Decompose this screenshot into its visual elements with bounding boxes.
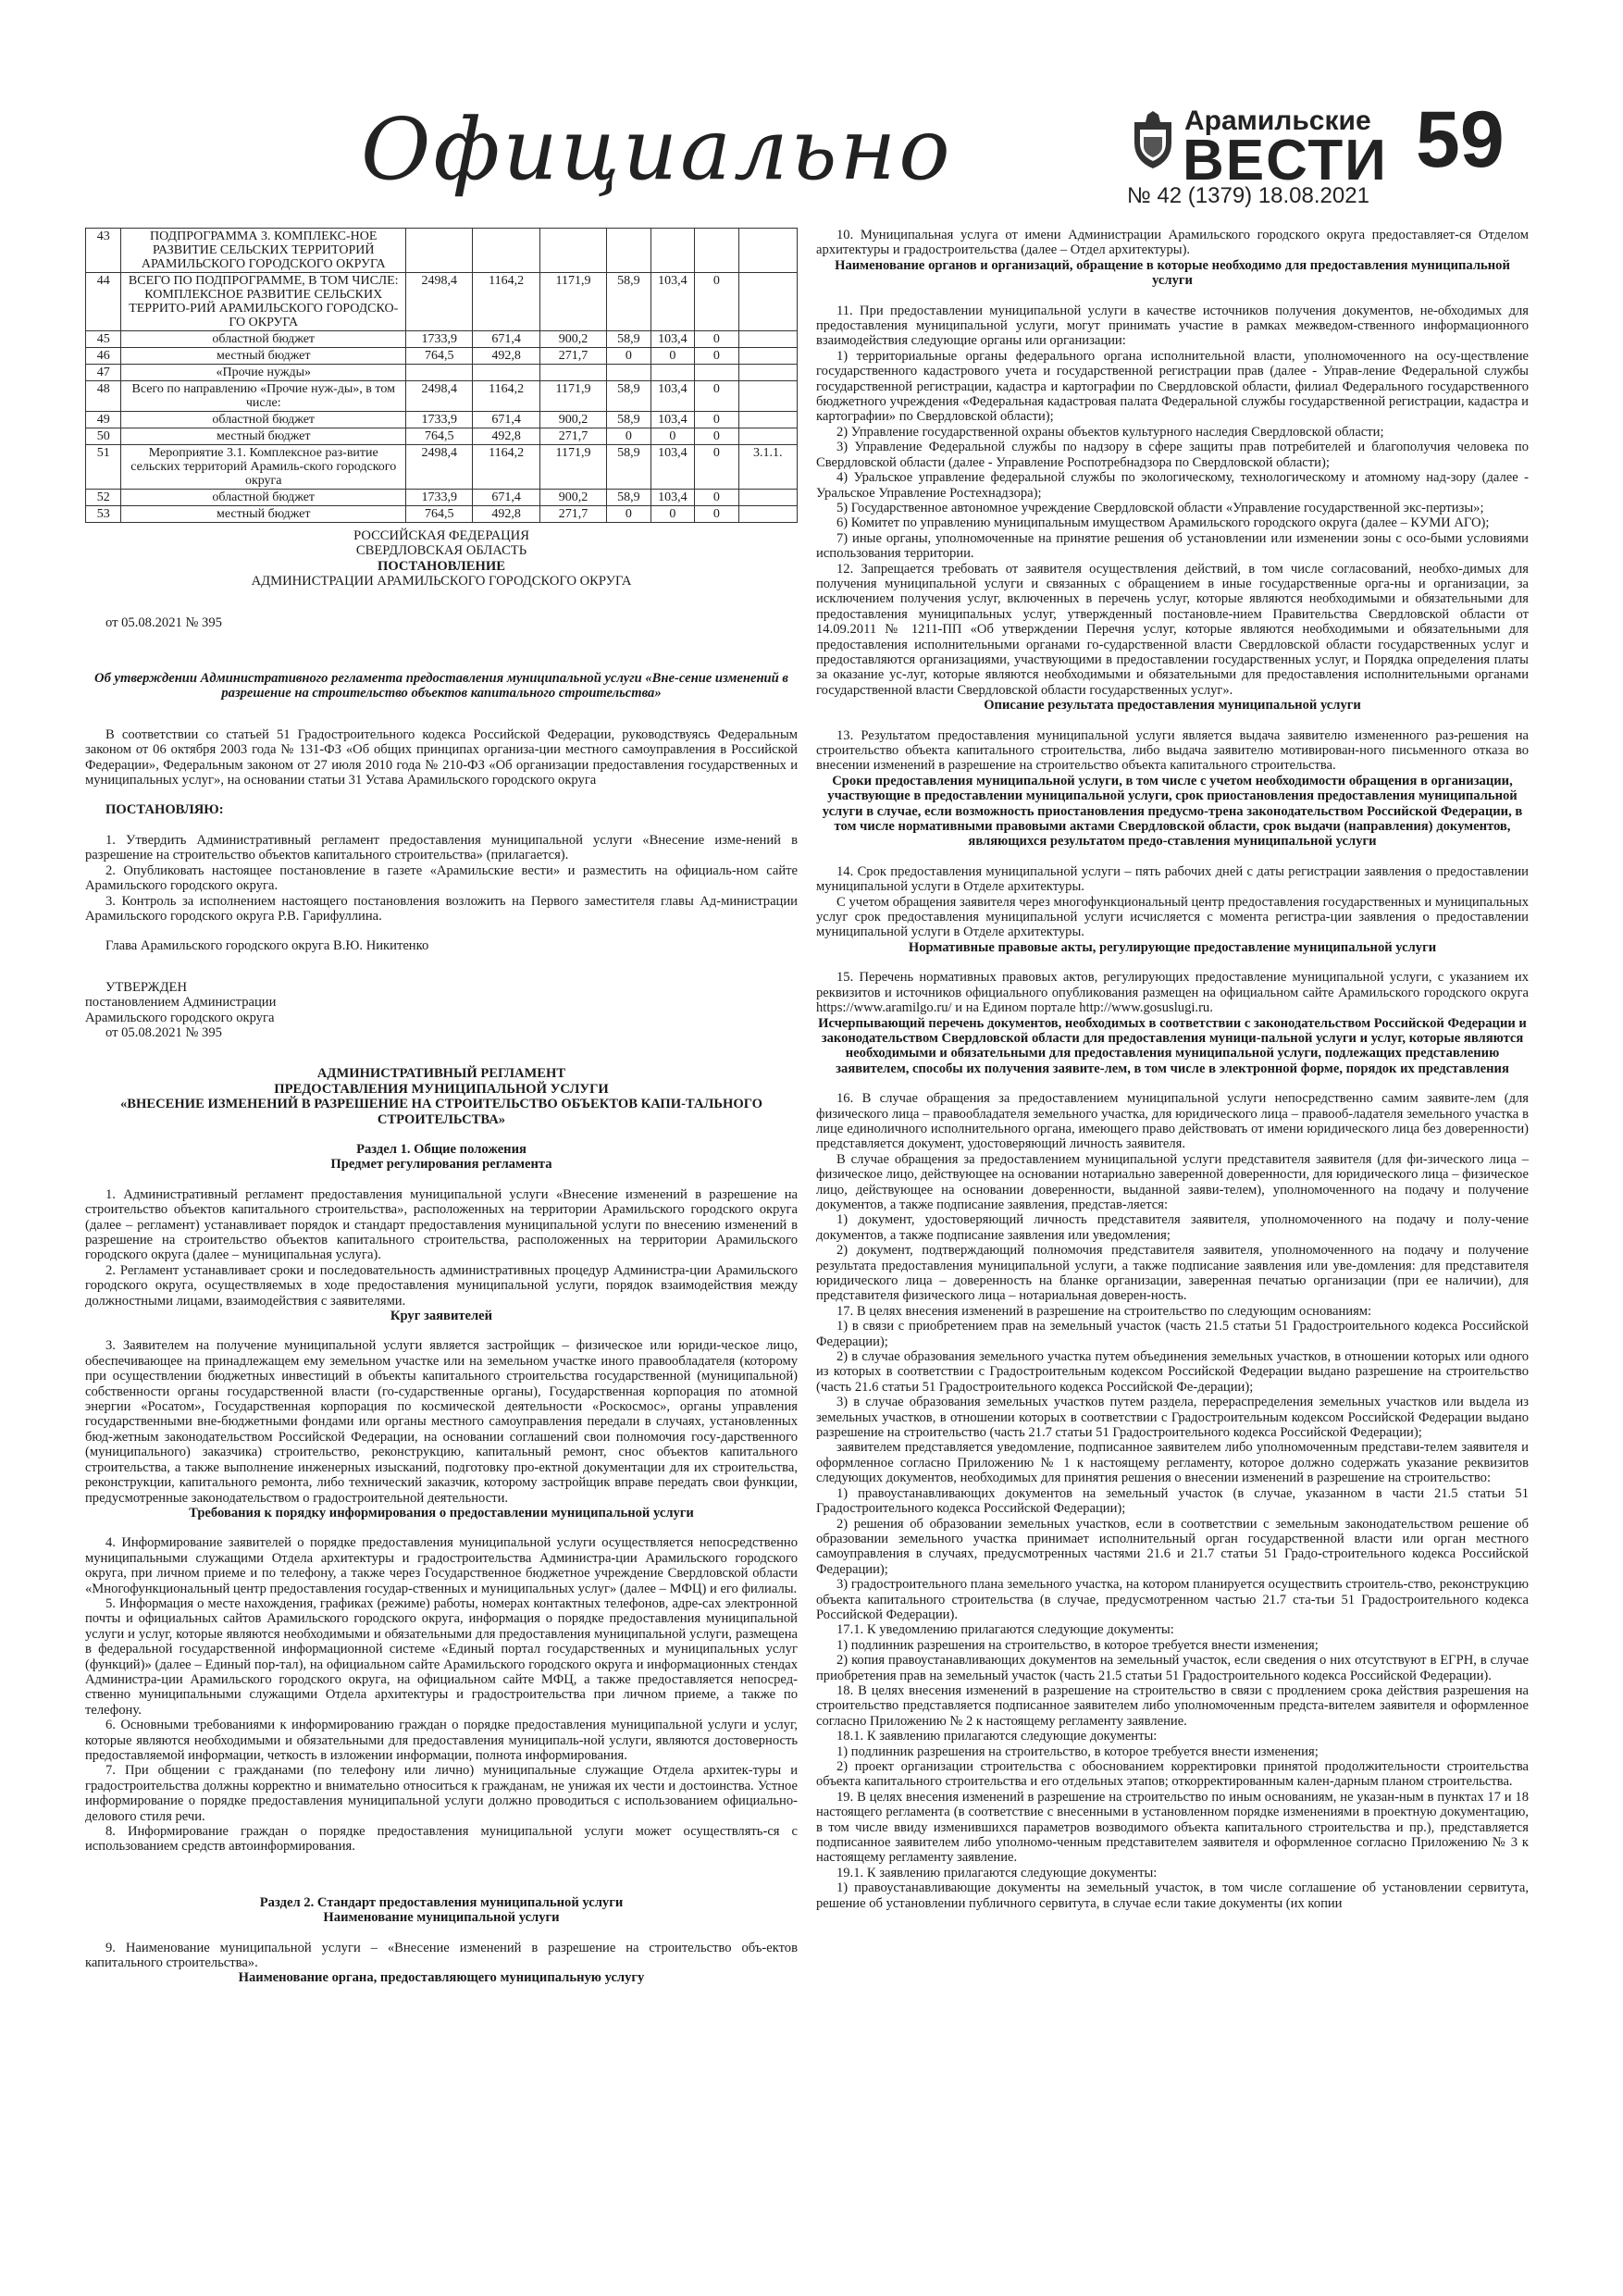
approved-label: УТВЕРЖДЕН	[105, 979, 187, 995]
regulation-title: «ВНЕСЕНИЕ ИЗМЕНЕНИЙ В РАЗРЕШЕНИЕ НА СТРОИТЕЛЬСТВО ОБЪЕКТОВ КАПИ-ТАЛЬНОГО СТРОИТЕЛЬСТВА»	[120, 1097, 762, 1127]
table-cell-v4	[607, 229, 650, 273]
paragraph: заявителем представляется уведомление, подписанное заявителем либо уполномоченным представи-телем заявителя и оформленное согласно Приложению № 1 к настоящему регламенту, которое должно содержать указание реквизитов следующих документов, необходимых для принятия решения о внесении изменений в разрешение на строительство:	[816, 1440, 1529, 1486]
section-subheading: Описание результата предоставления муниципальной услуги	[984, 698, 1361, 714]
table-cell-extra	[738, 331, 797, 348]
table-cell-v2: 1164,2	[473, 381, 539, 412]
table-cell-v5: 0	[650, 506, 694, 523]
list-item: 2) решения об образовании земельных участков, если в соответствии с земельным законодательством решение об образовании земельного участка принимает исполнительный орган государственной власти или орган местного самоуправления в случаях, предусмотренных частями 21.6 и 21.7 статьи 51 Градо-строительного кодекса Российской Федерации);	[816, 1516, 1529, 1577]
left-column	[85, 228, 798, 1986]
logo-big-text: ВЕСТИ	[1183, 129, 1388, 192]
list-item: 3) градостроительного плана земельного участка, на котором планируется осуществить строитель-ство, реконструкцию объекта капитального строительства (в случае, предусмотренном частью 21.7 ста-тьи 51 Градостроительного кодекса Российской Федерации).	[816, 1577, 1529, 1622]
table-cell-v6: 0	[695, 428, 738, 445]
paragraph: 1. Административный регламент предоставления муниципальной услуги «Внесение изменений в разрешение на строительство объектов капитального строительства», расположенных на территории Арамильского городского округа (далее – регламент) устанавливает порядок и стандарт предоставления муниципальной услуги по внесению изменений в разрешение на строительство объектов капитального строительства, расположенных на территории Арамильского городского округа (далее – муниципальная услуга).	[85, 1186, 798, 1263]
table-cell-v6: 0	[695, 273, 738, 331]
table-cell-v3	[539, 365, 606, 381]
table-cell-name: Мероприятие 3.1. Комплексное раз-витие сельских территорий Арамиль-ского городского округа	[121, 445, 406, 490]
table-cell-v3: 271,7	[539, 506, 606, 523]
list-item: 4) Уральское управление федеральной службы по экологическому, технологическому и атомному над-зору (далее - Уральское Управление Ростехнадзора);	[816, 470, 1529, 501]
table-cell-n: 51	[86, 445, 121, 490]
section-subheading: Наименование органа, предоставляющего муниципальную услугу	[238, 1970, 645, 1986]
table-cell-v5: 0	[650, 428, 694, 445]
table-cell-extra	[738, 490, 797, 506]
table-cell-name: местный бюджет	[121, 506, 406, 523]
section-heading: Раздел 2. Стандарт предоставления муниципальной услуги	[259, 1894, 624, 1910]
masthead	[83, 93, 1545, 222]
approved-by: Арамильского городского округа	[85, 1010, 275, 1025]
table-cell-v4: 0	[607, 428, 650, 445]
section-subheading: Предмет регулирования регламента	[330, 1157, 552, 1173]
paragraph: В случае обращения за предоставлением муниципальной услуги представителя заявителя (для фи-зического лица – физическое лицо, действующее на основании нотариально заверенной доверенности, для юридического лица – физическое лицо, действующее на основании доверенности, выданной заяви-телем), уполномоченного на подачу и получение документов, а также подписание заявления, предстaв-ляется:	[816, 1151, 1529, 1212]
paragraph: 8. Информирование граждан о порядке предоставления муниципальной услуги может осуществлять-ся с использованием средств автоинформирования.	[85, 1824, 798, 1855]
table-cell-extra	[738, 348, 797, 365]
table-cell-extra	[738, 229, 797, 273]
table-cell-v1: 1733,9	[406, 331, 473, 348]
paragraph: 10. Муниципальная услуга от имени Администрации Арамильского городского округа предоставляет-ся Отделом архитектуры и градостроительства (далее – Отдел архитектуры).	[816, 228, 1529, 258]
table-cell-v5	[650, 229, 694, 273]
list-item: 2) документ, подтверждающий полномочия представителя заявителя, уполномоченного на подачу и получение результата предоставления муниципальной услуги, а также подписание заявления или уве-домления: для представителя юридического лица – доверенность на бланке организации, заверенная печатью организации (при ее наличии), для представителя физического лица – нотариальная доверен-ность.	[816, 1243, 1529, 1304]
table-row	[86, 445, 798, 490]
paragraph: 19.1. К заявлению прилагаются следующие документы:	[836, 1865, 1158, 1880]
list-item: 1) правоустанавливающие документы на земельный участок, в том числе соглашение об установлении сервитута, решение об установлении публичного сервитута, в случае если такие документы (их копии	[816, 1880, 1529, 1911]
paragraph: 18. В целях внесения изменений в разрешение на строительство в связи с продлением срока действия разрешения на строительство представляется подписанное заявителем либо уполномоченным предста-вителем заявителя и оформленное согласно Приложению № 2 к настоящему регламенту заявление.	[816, 1682, 1529, 1729]
table-cell-n: 43	[86, 229, 121, 273]
paragraph: 9. Наименование муниципальной услуги – «Внесение изменений в разрешение на строительство объ-ектов капитального строительства».	[85, 1940, 798, 1971]
paragraph: 17.1. К уведомлению прилагаются следующие документы:	[836, 1622, 1174, 1638]
table-cell-v4: 58,9	[607, 412, 650, 428]
table-row	[86, 365, 798, 381]
table-cell-v2: 671,4	[473, 331, 539, 348]
table-cell-v2: 671,4	[473, 490, 539, 506]
table-cell-extra	[738, 273, 797, 331]
table-row	[86, 506, 798, 523]
table-cell-v2: 1164,2	[473, 445, 539, 490]
right-column	[816, 228, 1529, 1911]
section-subheading: Круг заявителей	[390, 1309, 493, 1324]
table-cell-name: местный бюджет	[121, 428, 406, 445]
table-cell-v3: 900,2	[539, 412, 606, 428]
list-item: 2) в случае образования земельного участка путем объединения земельных участков, в отношении которых или одного из которых в соответствии с Градостроительным кодексом Российской Федерации выдано разрешение на строительство (часть 21.6 статьи 51 Градостроительного кодекса Российской Фе-дерации);	[816, 1349, 1529, 1395]
approved-by: постановлением Администрации	[85, 995, 277, 1011]
table-cell-v5: 103,4	[650, 381, 694, 412]
decree-item: 3. Контроль за исполнением настоящего постановления возложить на Первого заместителя главы Ад-министрации Арамильского городского округа Р.В. Гарифуллина.	[85, 893, 798, 924]
table-cell-v1	[406, 229, 473, 273]
table-cell-v4: 58,9	[607, 381, 650, 412]
list-item: 1) правоустанавливающих документов на земельный участок (в случае, указанном в части 21.5 статьи 51 Градостроительного кодекса Российской Федерации);	[816, 1485, 1529, 1517]
table-cell-n: 49	[86, 412, 121, 428]
paragraph: 3. Заявителем на получение муниципальной услуги является застройщик – физическое или юриди-ческое лицо, обеспечивающее на принадлежащем ему земельном участке или на земельном участке иного правообладателя (которому при осуществлении бюджетных инвестиций в объекты капитального строительства государственной (муниципальной) собственности органы государственной власти (го-сударственные органы), Государственная корпорация по атомной энергии «Росатом», Государственная корпорация по космической деятельности «Роскосмос», органы управления государственными вне-бюджетными фондами или органы местного самоуправления передали в случаях, установленных бюд-жетным законодательством Российской Федерации, на основании соглашений свои полномочия госу-дарственного (муниципального) заказчика) строительство, реконструкцию, капитальный ремонт, снос объектов капитального строительства, а также выполнение инженерных изысканий, подготовку про-ектной документации для их строительства, реконструкции, капитального ремонта, либо технический заказчик, которому застройщик вправе передать свои функции, предусмотренные законодательством о градостроительной деятельности.	[85, 1338, 798, 1506]
table-cell-name: местный бюджет	[121, 348, 406, 365]
section-subheading: Наименование органов и организаций, обращение в которые необходимо для предоставления муниципальной услуги	[835, 257, 1510, 289]
table-cell-v3	[539, 229, 606, 273]
table-cell-name: областной бюджет	[121, 490, 406, 506]
table-cell-n: 46	[86, 348, 121, 365]
table-row	[86, 348, 798, 365]
section-subheading: Наименование муниципальной услуги	[323, 1910, 560, 1926]
table-cell-v6: 0	[695, 348, 738, 365]
table-cell-v3: 271,7	[539, 428, 606, 445]
logo-small-text: Арамильские	[1184, 105, 1371, 136]
table-cell-v1: 1733,9	[406, 412, 473, 428]
paragraph: 2. Регламент устанавливает сроки и последовательность административных процедур Администра-ции Арамильского городского округа, осуществляемых в ходе предоставления муниципальной услуги, порядок взаимодействия между должностными лицами, взаимодействия с заявителями.	[85, 1262, 798, 1309]
table-cell-v2	[473, 229, 539, 273]
heading-federation: РОССИЙСКАЯ ФЕДЕРАЦИЯ	[353, 528, 529, 543]
table-cell-v3: 900,2	[539, 331, 606, 348]
table-cell-v5: 103,4	[650, 490, 694, 506]
section-subheading: Нормативные правовые акты, регулирующие предоставление муниципальной услуги	[908, 939, 1437, 955]
page-number: 59	[1416, 95, 1505, 184]
table-cell-v6	[695, 365, 738, 381]
paragraph: 13. Результатом предоставления муниципальной услуги является выдача заявителю измененного раз-решения на строительство объекта капитального строительства, либо выдача заявителю мотивирован-ного письменного отказа во внесении изменений в разрешение на строительство объекта капитального строительства.	[816, 727, 1529, 774]
table-row	[86, 490, 798, 506]
table-cell-v1: 764,5	[406, 348, 473, 365]
table-cell-v4: 58,9	[607, 331, 650, 348]
issue-info: № 42 (1379) 18.08.2021	[1127, 183, 1369, 208]
table-cell-n: 53	[86, 506, 121, 523]
table-row	[86, 381, 798, 412]
list-item: 2) копия правоустанавливающих документов на земельный участок, если сведения о них отсутствуют в ЕГРН, в случае приобретения прав на земельный участок (часть 21.5 статьи 51 Градостроительного кодекса Российской Федерации).	[816, 1653, 1529, 1683]
table-cell-name: ВСЕГО ПО ПОДПРОГРАММЕ, В ТОМ ЧИСЛЕ: КОМПЛЕКСНОЕ РАЗВИТИЕ СЕЛЬСКИХ ТЕРРИТО-РИЙ АРАМИЛЬСКОГО ГОРОДСКО-ГО ОКРУГА	[121, 273, 406, 331]
decree-subject: Об утверждении Административного регламента предоставления муниципальной услуги «Вне-сение изменений в разрешение на строительство объектов капитального строительства»	[94, 671, 788, 701]
paragraph: 14. Срок предоставления муниципальной услуги – пять рабочих дней с даты регистрации заявления о предоставлении муниципальной услуги в Отделе архитектуры.	[816, 863, 1529, 895]
section-subheading: Сроки предоставления муниципальной услуги, в том числе с учетом необходимости обращения в организации, участвующие в предоставлении муниципальной услуги, срок приостановления предоставления муниципальной услуги в случае, если возможность приостановления предусмо-трена законодательством Российской Федерации, в том числе нормативными правовыми актами Свердловской области, срок выдачи (направления) документов, являющихся результатом предо-ставления муниципальной услуги	[822, 773, 1523, 850]
table-cell-v6: 0	[695, 490, 738, 506]
paragraph: 12. Запрещается требовать от заявителя осуществления действий, в том числе согласований, необхо-димых для получения муниципальной услуги и связанных с обращением в иные государственные орга-ны и организации, за исключением получения услуг, включенных в перечень услуг, которые являются необходимыми и обязательными для предоставления муниципальных услуг, утвержденный постановле-нием Правительства Свердловской области от 14.09.2011 № 1211-ПП «Об утверждении Перечня услуг, которые являются необходимыми и обязательными для предоставления исполнительными органами го-сударственной власти Свердловской области государственных услуг и предоставляются организациями, участвующими в предоставлении государственных услуг, и Порядка определения платы за оказание ус-луг, которые являются необходимыми и обязательными для предоставления исполнительными органами государственной власти Свердловской области государственных услуг».	[816, 561, 1529, 698]
section-subheading: Требования к порядку информирования о предоставлении муниципальной услуги	[189, 1505, 694, 1520]
list-item: 2) проект организации строительства с обоснованием корректировки принятой продолжительности строительства объекта капитального строительства и его отдельных этапов; откорректированным кален-дарным планом строительства.	[816, 1759, 1529, 1790]
table-cell-v3: 1171,9	[539, 381, 606, 412]
list-item: 3) в случае образования земельных участков путем раздела, перераспределения земельных участков или выдела из земельных участков, в отношении которых в соответствии с Градостроительным кодексом Российской Федерации выдано разрешение на строительство (часть 21.7 статьи 51 Градостроительного кодекса Российской Федерации);	[816, 1395, 1529, 1441]
regulation-title: ПРЕДОСТАВЛЕНИЯ МУНИЦИПАЛЬНОЙ УСЛУГИ	[274, 1081, 609, 1097]
table-cell-name: ПОДПРОГРАММА 3. КОМПЛЕКС-НОЕ РАЗВИТИЕ СЕЛЬСКИХ ТЕРРИТОРИЙ АРАМИЛЬСКОГО ГОРОДСКОГО ОКРУГА	[121, 229, 406, 273]
table-cell-v2: 492,8	[473, 428, 539, 445]
table-cell-v6: 0	[695, 331, 738, 348]
table-cell-extra	[738, 506, 797, 523]
table-cell-v4: 58,9	[607, 490, 650, 506]
paragraph: 4. Информирование заявителей о порядке предоставления муниципальной услуги осуществляется непосредственно муниципальными служащими Отдела архитектуры и градостроительства Администра-ции Арамильского городского округа, при личном приеме и по телефону, а также через Государственное бюджетное учреждение Свердловской области «Многофункциональный центр предоставления государ-ственных и муниципальных услуг» (далее – МФЦ) и его филиалы.	[85, 1535, 798, 1596]
regulation-title: АДМИНИСТРАТИВНЫЙ РЕГЛАМЕНТ	[316, 1066, 566, 1082]
table-cell-v1: 2498,4	[406, 445, 473, 490]
paragraph: 16. В случае обращения за предоставлением муниципальной услуги непосредственно самим заявите-лем (для физического лица – правообладателя земельного участка, для юридического лица – правооб-ладателя земельного участка в лице единоличного исполнительного органа, имеющего право действовать от имени юридического лица без доверенности) представляется документ, удостоверяющий личность заявителя.	[816, 1091, 1529, 1152]
list-item: 5) Государственное автономное учреждение Свердловской области «Управление государственной экс-пертизы»;	[836, 500, 1484, 515]
list-item: 1) территориальные органы федерального органа исполнительной власти, уполномоченного на осу-ществление государственного кадастрового учета и государственной регистрации прав (далее - Управ-ление Федеральной службы государственной регистрации, кадастра и картографии по Свердловской области, филиал Федерального государственного бюджетного учреждения «Федеральная кадастровая палата Федеральной службы государственной регистрации, кадастра и картографии» по Свердловской области);	[816, 348, 1529, 425]
signature: Глава Арамильского городского округа В.Ю. Никитенко	[105, 938, 429, 954]
table-row	[86, 273, 798, 331]
table-cell-v5: 103,4	[650, 273, 694, 331]
table-cell-n: 48	[86, 381, 121, 412]
table-cell-v6: 0	[695, 506, 738, 523]
table-cell-v2: 1164,2	[473, 273, 539, 331]
approved-date: от 05.08.2021 № 395	[105, 1024, 222, 1040]
table-cell-v1: 2498,4	[406, 273, 473, 331]
list-item: 1) подлинник разрешения на строительство, в которое требуется внести изменения;	[836, 1744, 1319, 1759]
paragraph: 5. Информация о месте нахождения, графиках (режиме) работы, номерах контактных телефонов, адре-сах электронной почты и официальных сайтов Арамильского городского округа, информация о порядке предоставления муниципальной услуги и услуг, которые являются необходимыми и обязательными для предоставления муниципальной услуги, размещена в федеральной государственной информационной системе «Единый портал государственных и муниципальных услуг (функций)» (далее – Единый пор-тал), на официальном сайте Арамильского городского округа и информационных стендах Администра-ции Арамильского городского округа, на официальном сайте МФЦ, а также предоставляется непосред-ственно муниципальными служащими Отдела архитектуры и градостроительства при личном приеме, а также по телефону.	[85, 1595, 798, 1718]
table-cell-extra: 3.1.1.	[738, 445, 797, 490]
paragraph: 19. В целях внесения изменений в разрешение на строительство по иным основаниям, не указан-ным в пунктах 17 и 18 настоящего регламента (в соответствие с внесенными в установленном порядке изменениями в проектную документацию, в том числе ввиду изменившихся параметров возводимого объекта капитального строительства и пр.), представляется подписанное заявителем либо уполномо-ченным представителем заявителя и оформленное согласно Приложению № 3 к настоящему регламенту заявление.	[816, 1789, 1529, 1866]
paragraph: 17. В целях внесения изменений в разрешение на строительство по следующим основаниям:	[836, 1303, 1372, 1319]
decree-item: 2. Опубликовать настоящее постановление в газете «Арамильские вести» и разместить на официаль-ном сайте Арамильского городского округа.	[85, 863, 798, 894]
table-cell-n: 47	[86, 365, 121, 381]
table-cell-v3: 1171,9	[539, 273, 606, 331]
table-cell-v2: 492,8	[473, 506, 539, 523]
list-item: 7) иные органы, уполномоченные на принятие решения об установлении или изменении зоны с осо-быми условиями использования территории.	[816, 530, 1529, 562]
heading-administration: АДМИНИСТРАЦИИ АРАМИЛЬСКОГО ГОРОДСКОГО ОКРУГА	[251, 574, 632, 590]
budget-table	[85, 228, 798, 523]
table-cell-v2	[473, 365, 539, 381]
table-cell-v5: 103,4	[650, 445, 694, 490]
table-cell-extra	[738, 428, 797, 445]
table-cell-n: 50	[86, 428, 121, 445]
table-cell-name: «Прочие нужды»	[121, 365, 406, 381]
table-cell-v4: 0	[607, 506, 650, 523]
paragraph: 18.1. К заявлению прилагаются следующие документы:	[836, 1729, 1158, 1744]
table-cell-extra	[738, 365, 797, 381]
table-cell-v1: 764,5	[406, 428, 473, 445]
table-cell-v4: 58,9	[607, 445, 650, 490]
table-cell-v3: 271,7	[539, 348, 606, 365]
table-cell-v6: 0	[695, 381, 738, 412]
table-cell-v4	[607, 365, 650, 381]
list-item: 1) подлинник разрешения на строительство, в которое требуется внести изменения;	[836, 1637, 1319, 1653]
table-cell-v1: 764,5	[406, 506, 473, 523]
coat-of-arms-icon	[1127, 109, 1179, 170]
paragraph: 6. Основными требованиями к информированию граждан о порядке предоставления муниципальной услуги и услуг, которые являются необходимыми и обязательными для предоставления муниципаль-ной услуги, являются достоверность предоставляемой информации, четкость в изложении информации, полнота информирования.	[85, 1718, 798, 1763]
table-cell-name: областной бюджет	[121, 331, 406, 348]
table-row	[86, 428, 798, 445]
table-cell-v2: 671,4	[473, 412, 539, 428]
table-row	[86, 412, 798, 428]
table-cell-v4: 58,9	[607, 273, 650, 331]
table-cell-n: 45	[86, 331, 121, 348]
heading-region: СВЕРДЛОВСКАЯ ОБЛАСТЬ	[355, 543, 527, 559]
table-cell-v1: 2498,4	[406, 381, 473, 412]
table-cell-v5	[650, 365, 694, 381]
table-cell-v5: 103,4	[650, 412, 694, 428]
table-cell-v6	[695, 229, 738, 273]
paragraph: С учетом обращения заявителя через многофункциональный центр предоставления государственных и муниципальных услуг срок предоставления муниципальной услуги исчисляется с момента регистра-ции заявления о предоставлении муниципальной услуги в Отделе архитектуры.	[816, 894, 1529, 940]
list-item: 2) Управление государственной охраны объектов культурного наследия Свердловской области;	[836, 424, 1384, 440]
table-cell-v5: 0	[650, 348, 694, 365]
table-cell-n: 44	[86, 273, 121, 331]
section-subheading: Исчерпывающий перечень документов, необходимых в соответствии с законодательством Российской Федерации и законодательством Свердловской области для предоставления муници-пальной услуги и услуг, которые являются необходимыми и обязательными для предоставления муниципальной услуги, подлежащих представлению заявителем, способы их получения заявите-лем, в том числе в электронной форме, порядок их представления	[818, 1015, 1527, 1076]
table-row	[86, 229, 798, 273]
table-cell-v6: 0	[695, 445, 738, 490]
paragraph: 7. При общении с гражданами (по телефону или лично) муниципальные служащие Отдела архитек-туры и градостроительства должны корректно и внимательно относиться к гражданам, не унижая их чести и достоинства. Устное информирование о порядке предоставления муниципальной услуги должно проводиться с использованием официально-делового стиля речи.	[85, 1763, 798, 1824]
table-cell-v1	[406, 365, 473, 381]
paragraph: 15. Перечень нормативных правовых актов, регулирующих предоставление муниципальной услуги, с указанием их реквизитов и источников официального опубликования размещен на официальном сайте Арамильского городского округа https://www.aramilgo.ru/ и на Едином портале http://www.gosuslugi.ru.	[816, 970, 1529, 1016]
section-title: Официально	[361, 100, 953, 199]
list-item: 1) документ, удостоверяющий личность представителя заявителя, уполномоченного на подачу и полу-чение документов, а также подписание заявления или уведомления;	[816, 1212, 1529, 1243]
table-cell-name: областной бюджет	[121, 412, 406, 428]
decree-date: от 05.08.2021 № 395	[105, 614, 222, 630]
table-cell-v1: 1733,9	[406, 490, 473, 506]
table-cell-v4: 0	[607, 348, 650, 365]
table-cell-v2: 492,8	[473, 348, 539, 365]
heading-decree: ПОСТАНОВЛЕНИЕ	[378, 558, 505, 574]
table-cell-v6: 0	[695, 412, 738, 428]
table-cell-v3: 900,2	[539, 490, 606, 506]
table-cell-extra	[738, 412, 797, 428]
table-cell-n: 52	[86, 490, 121, 506]
preamble: В соответствии со статьей 51 Градостроительного кодекса Российской Федерации, руководствуясь Федеральным законом от 06 октября 2003 года № 131-ФЗ «Об общих принципах организа-ции местного самоуправления в Российской Федерации», Федеральным законом от 27 июля 2010 года № 210-ФЗ «Об организации предоставления государственных и муниципальных услуг», на основании статьи 31 Устава Арамильского городского округа	[85, 726, 798, 788]
table-cell-v3: 1171,9	[539, 445, 606, 490]
paragraph: 11. При предоставлении муниципальной услуги в качестве источников получения документов, не-обходимых для предоставления муниципальной услуги, могут принимать участие в рамках межведом-ственного информационного взаимодействия следующие органы или организации:	[816, 303, 1529, 349]
list-item: 3) Управление Федеральной службы по надзору в сфере защиты прав потребителей и благополучия человека по Свердловской области (далее - Управление Роспотребнадзора по Свердловской области);	[816, 440, 1529, 470]
table-cell-v5: 103,4	[650, 331, 694, 348]
table-cell-extra	[738, 381, 797, 412]
list-item: 6) Комитет по управлению муниципальным имуществом Арамильского городского округа (далее – КУМИ АГО);	[836, 515, 1490, 531]
list-item: 1) в связи с приобретением прав на земельный участок (часть 21.5 статьи 51 Градостроительного кодекса Российской Федерации);	[816, 1319, 1529, 1349]
section-heading: Раздел 1. Общие положения	[356, 1141, 527, 1157]
table-row	[86, 331, 798, 348]
table-cell-name: Всего по направлению «Прочие нуж-ды», в том числе:	[121, 381, 406, 412]
decree-item: 1. Утвердить Административный регламент предоставления муниципальной услуги «Внесение изме-нений в разрешение на строительство объектов капитального строительства» (прилагается).	[85, 832, 798, 863]
decree-resolve: ПОСТАНОВЛЯЮ:	[105, 802, 224, 818]
